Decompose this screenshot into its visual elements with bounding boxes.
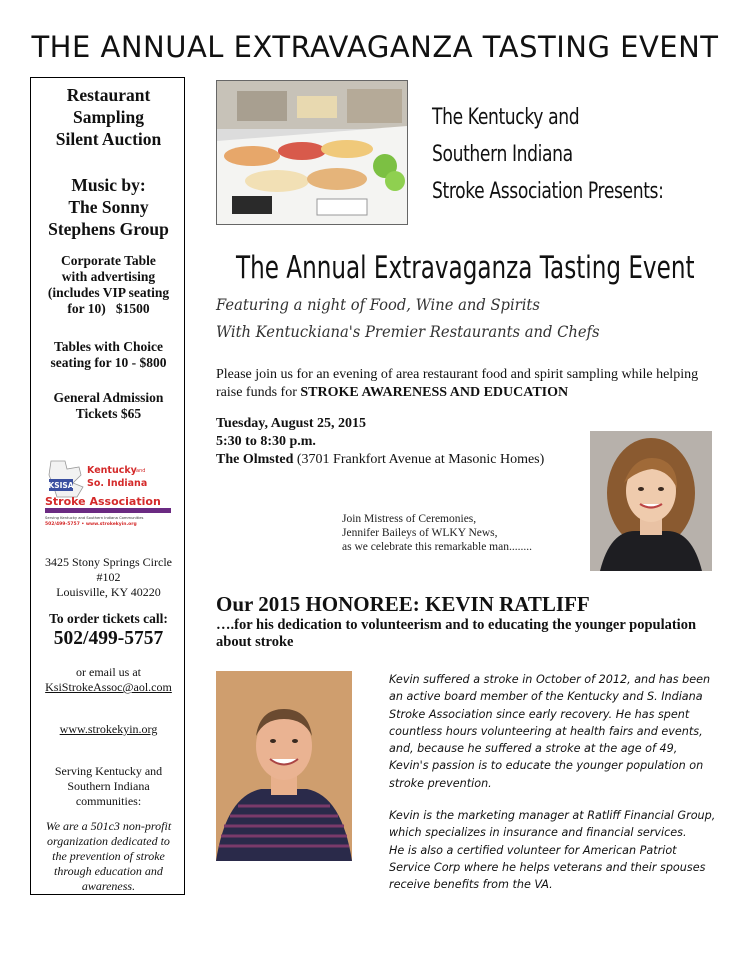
serving-line: communities: (75, 794, 142, 808)
mission-line: through education and (54, 864, 163, 878)
emcee-text (342, 512, 582, 554)
event-time: 5:30 to 8:30 p.m. (216, 434, 316, 449)
sidebar-block-admission (31, 390, 186, 422)
bio-paragraph: Kevin suffered a stroke in October of 2012, and has been an active board member of the Kentucky and S. Indiana Stroke Association since early recovery. He has spent countless hours volunteering at health fairs and events, and, because he suffered a stroke at the age of 49, Kevin's passion is to educate the younger population on stroke prevention. (389, 673, 711, 790)
address-line: 3425 Stony Springs Circle (44, 555, 172, 569)
presenter-line: The Kentucky and (432, 105, 580, 130)
music-line: Music by: (71, 175, 146, 195)
serving-line: Southern Indiana (67, 779, 150, 793)
venue-name: The Olmsted (216, 452, 294, 467)
admission-line: Tickets $65 (75, 406, 142, 421)
presenter-line: Southern Indiana (432, 142, 573, 167)
serving-text (31, 764, 186, 809)
event-details (216, 415, 596, 469)
order-label: To order tickets call: (49, 611, 168, 626)
sidebar-block-music (31, 174, 186, 240)
logo-contact: 502/499-5757 • www.strokekyin.org (45, 522, 137, 527)
music-line: The Sonny (68, 197, 149, 217)
host-photo (590, 431, 712, 571)
address-line: #102 (96, 570, 121, 584)
corporate-line: Corporate Table (61, 253, 156, 268)
event-venue (216, 451, 596, 469)
kentucky-indiana-map-icon (43, 457, 173, 547)
address (31, 555, 186, 600)
emcee-line: Jennifer Baileys of WLKY News, (342, 527, 498, 539)
intro-text: Please join us for an evening of area restaurant food and spirit sampling while helping raise funds for (216, 367, 699, 400)
phone-number[interactable]: 502/499-5757 (53, 628, 164, 649)
honoree-title: Our 2015 HONOREE: KEVIN RATLIFF (216, 592, 590, 616)
featuring-text (216, 291, 676, 345)
mission-line: organization dedicated to (47, 834, 170, 848)
tables-line: Tables with Choice (53, 339, 163, 354)
tables-line: seating for 10 - $800 (50, 355, 167, 370)
corporate-line: (includes VIP seating (47, 285, 170, 300)
logo-line3: Stroke Association (45, 495, 161, 508)
emcee-line: as we celebrate this remarkable man........ (342, 541, 532, 553)
sidebar-block-corporate-table (31, 253, 186, 317)
music-line: Stephens Group (48, 219, 169, 239)
mission-text (31, 819, 186, 894)
presenter-text (432, 99, 666, 210)
sidebar-block-tables (31, 339, 186, 371)
logo-and: and (136, 468, 146, 474)
event-title: The Annual Extravaganza Tasting Event (236, 250, 695, 286)
feature-line: Sampling (73, 107, 144, 127)
venue-address: (3701 Frankfort Avenue at Masonic Homes) (293, 452, 545, 467)
featuring-line: Featuring a night of Food, Wine and Spirits (216, 295, 540, 314)
logo-abbr: KSISA (48, 481, 74, 490)
mission-line: the prevention of stroke (52, 849, 165, 863)
serving-line: Serving Kentucky and (54, 764, 163, 778)
featuring-line: With Kentuckiana's Premier Restaurants and Chefs (216, 322, 600, 341)
event-date: Tuesday, August 25, 2015 (216, 416, 367, 431)
intro-bold: STROKE AWARENESS AND EDUCATION (300, 385, 569, 400)
sidebar-block-features (31, 84, 186, 150)
ksisa-logo (43, 457, 173, 547)
logo-line1: Kentucky (87, 465, 137, 476)
corporate-line: for 10) $1500 (67, 301, 150, 316)
address-line: Louisville, KY 40220 (56, 585, 161, 599)
mission-line: awareness. (81, 879, 136, 893)
page-title: THE ANNUAL EXTRAVAGANZA TASTING EVENT (31, 30, 719, 64)
website-link[interactable]: www.strokekyin.org (59, 722, 158, 736)
event-intro (216, 366, 716, 402)
admission-line: General Admission (53, 390, 164, 405)
feature-line: Silent Auction (55, 129, 162, 149)
honoree-photo (216, 671, 352, 861)
email-link[interactable]: KsiStrokeAssoc@aol.com (45, 680, 172, 694)
honoree-subtitle: ….for his dedication to volunteerism and to educating the younger population about stroke (216, 617, 697, 650)
feature-line: Restaurant (66, 85, 151, 105)
logo-tagline: Serving Kentucky and Southern Indiana Communities (45, 516, 144, 520)
presenter-line: Stroke Association Presents: (432, 179, 664, 204)
honoree-bio (389, 671, 719, 894)
bio-paragraph: He is also a certified volunteer for American Patriot Service Corp where he helps veterans and their spouses receive benefits from the VA. (389, 843, 706, 892)
sidebar (30, 77, 185, 895)
email-label: or email us at (76, 665, 141, 679)
bio-paragraph: Kevin is the marketing manager at Ratliff Financial Group, which specializes in insurance and financial services. (389, 809, 716, 840)
logo-line2: So. Indiana (87, 478, 148, 489)
buffet-photo (216, 80, 408, 225)
logo-divider (45, 508, 171, 513)
mission-line: We are a 501c3 non-profit (45, 819, 172, 833)
emcee-line: Join Mistress of Ceremonies, (342, 513, 477, 525)
corporate-line: with advertising (61, 269, 156, 284)
